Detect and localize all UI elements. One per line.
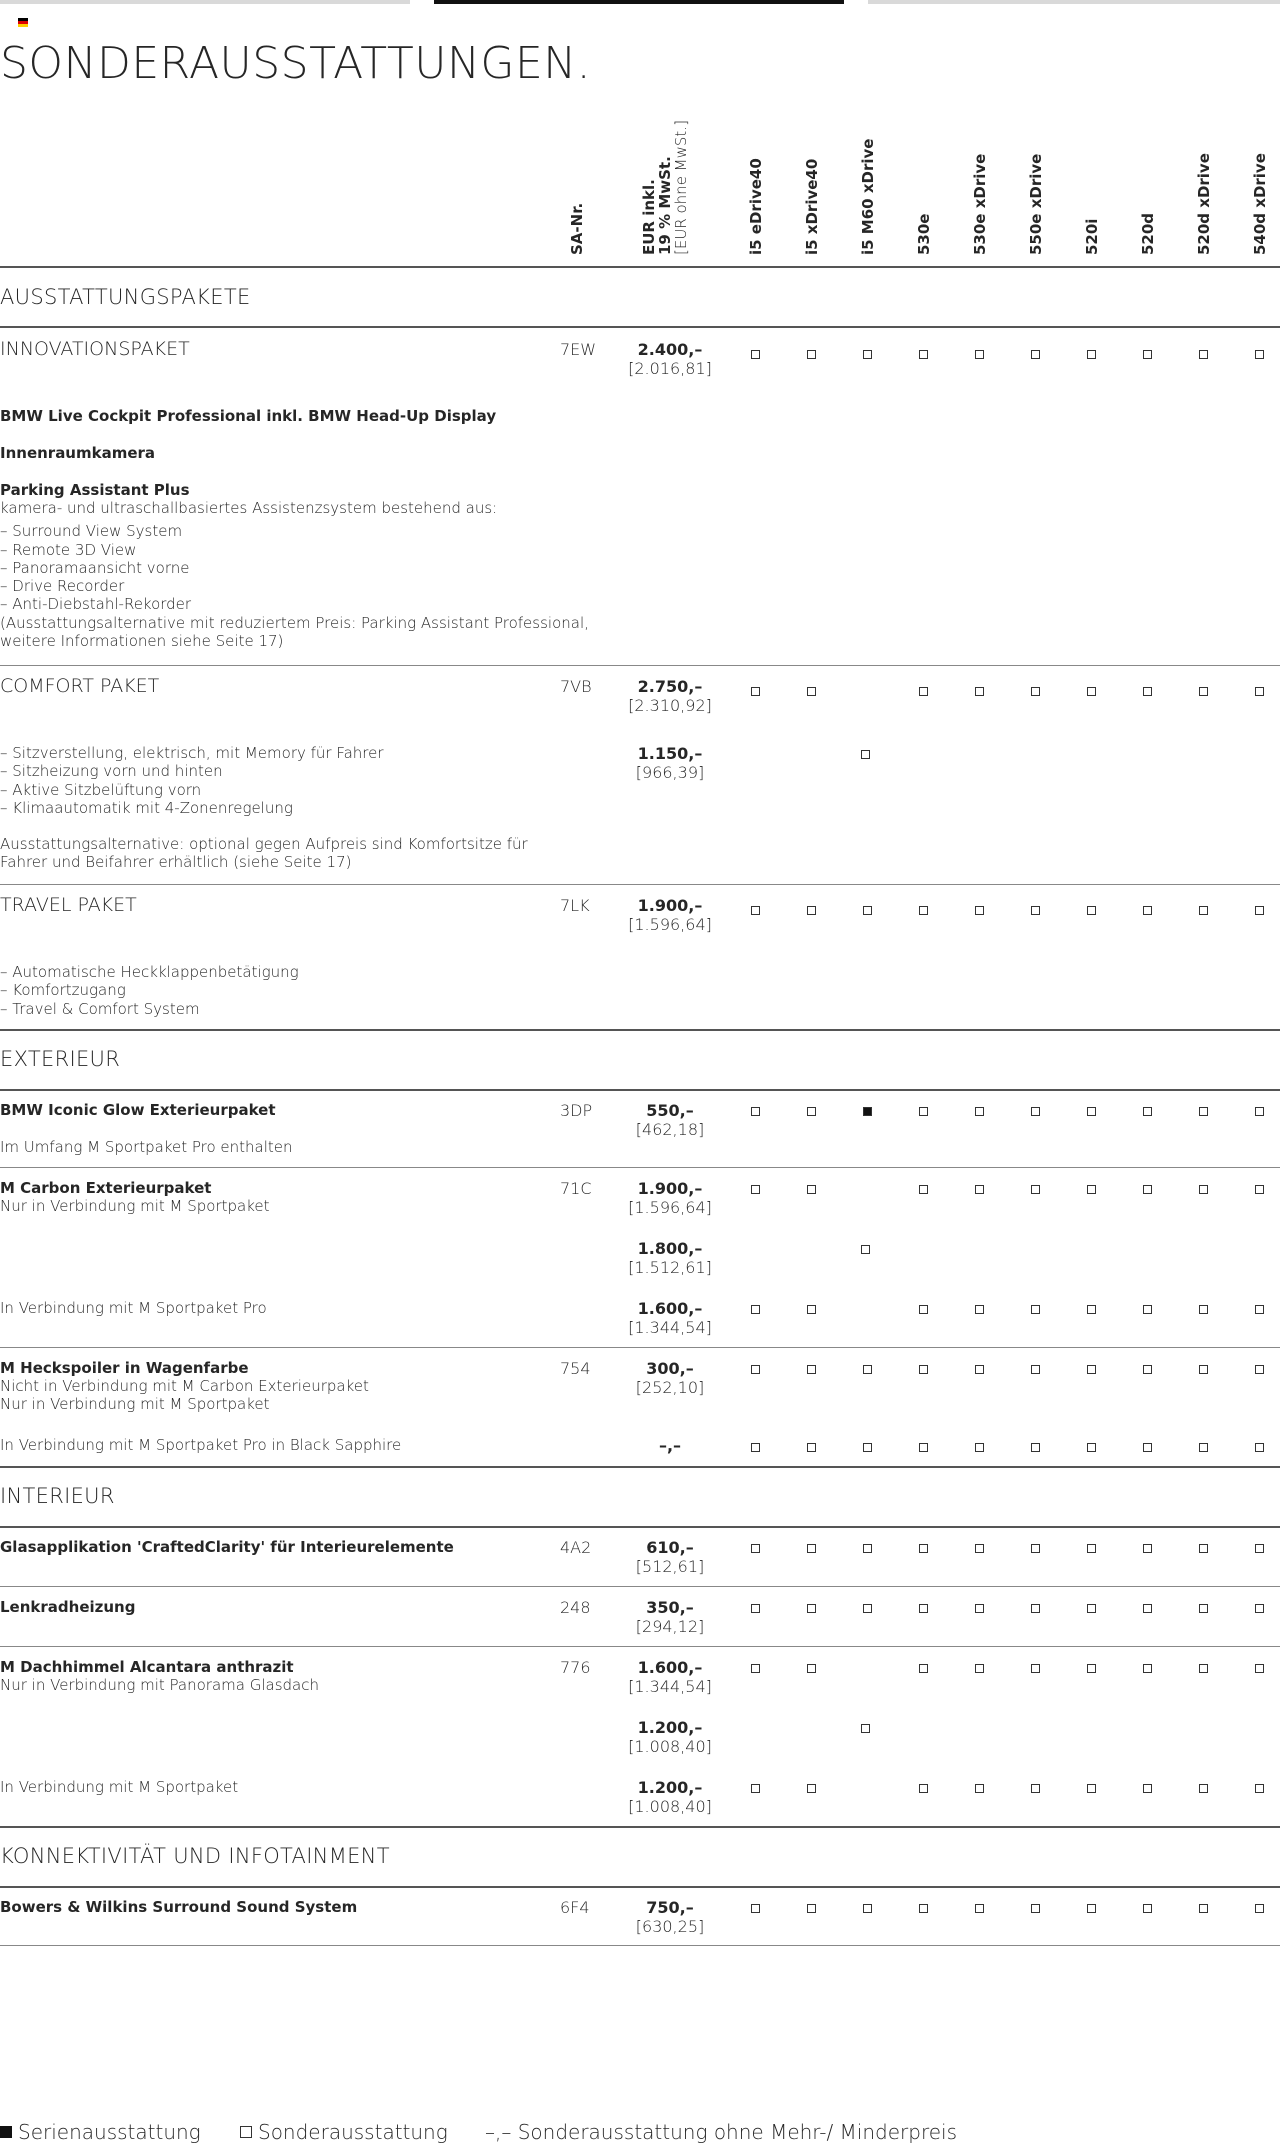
- price: 2.400,– [2.016,81]: [628, 340, 712, 378]
- row-name-comfort-paket: COMFORT PAKET: [0, 675, 160, 697]
- option-square: [1031, 350, 1040, 359]
- sa-number: 4A2: [560, 1538, 592, 1557]
- page-title: SONDERAUSSTATTUNGEN.: [0, 38, 592, 89]
- option-square: [975, 687, 984, 696]
- option-square: [863, 1443, 872, 1452]
- header-model: i5 xDrive40: [803, 158, 821, 255]
- option-square: [975, 1904, 984, 1913]
- option-square: [751, 1544, 760, 1553]
- option-square: [1255, 1784, 1264, 1793]
- option-square: [1199, 1107, 1208, 1116]
- header-model: 520i: [1083, 218, 1101, 255]
- option-square: [863, 1604, 872, 1613]
- option-square: [919, 906, 928, 915]
- option-square: [863, 906, 872, 915]
- option-square: [1031, 1664, 1040, 1673]
- header-sa-nr: SA-Nr.: [568, 202, 586, 255]
- option-square: [1255, 687, 1264, 696]
- price: 300,– [252,10]: [635, 1359, 705, 1397]
- option-square: [919, 1904, 928, 1913]
- row-name-travel-paket: TRAVEL PAKET: [0, 894, 137, 916]
- row-alt-label: In Verbindung mit M Sportpaket Pro: [0, 1299, 267, 1317]
- option-square: [1143, 1107, 1152, 1116]
- option-square: [807, 1544, 816, 1553]
- option-square: [1143, 1305, 1152, 1314]
- option-square: [1087, 1443, 1096, 1452]
- option-square: [1143, 906, 1152, 915]
- option-square: [1031, 1544, 1040, 1553]
- option-square: [919, 1107, 928, 1116]
- sa-number: 776: [560, 1658, 591, 1677]
- option-square-icon: [240, 2126, 252, 2138]
- option-square: [807, 1305, 816, 1314]
- legend-sonder: Sonderausstattung: [240, 2120, 448, 2144]
- header-model: 530e xDrive: [971, 153, 989, 255]
- option-square: [1143, 1365, 1152, 1374]
- option-square: [1031, 1305, 1040, 1314]
- option-square: [1031, 1107, 1040, 1116]
- row-rule: [0, 1347, 1280, 1348]
- option-square: [1255, 350, 1264, 359]
- sa-number: 248: [560, 1598, 591, 1617]
- detail-lines: kamera- und ultraschallbasiertes Assistenzsystem bestehend aus: – Surround View System – Remote 3D View – Panoramaansicht vorne – Drive Recorder – Anti-Diebstahl-Rekorder (Ausstattungsalternative mit reduziertem Preis: Parking Assistant Professional, weitere Informationen siehe Seite 17): [0, 499, 589, 651]
- option-square: [1143, 1904, 1152, 1913]
- option-square: [751, 1107, 760, 1116]
- price: 610,– [512,61]: [635, 1538, 705, 1576]
- option-square: [1087, 906, 1096, 915]
- option-square: [863, 1904, 872, 1913]
- price: 1.900,– [1.596,64]: [628, 1179, 712, 1217]
- section-rule: [0, 1886, 1280, 1888]
- option-square: [1031, 1904, 1040, 1913]
- option-square: [861, 1245, 870, 1254]
- option-square: [861, 1724, 870, 1733]
- option-square: [1087, 1604, 1096, 1613]
- option-square: [751, 687, 760, 696]
- option-square: [807, 1365, 816, 1374]
- option-square: [863, 1544, 872, 1553]
- option-square: [919, 1784, 928, 1793]
- option-square: [1199, 1784, 1208, 1793]
- header-model: 530e: [915, 213, 933, 255]
- detail-lines: – Sitzverstellung, elektrisch, mit Memory für Fahrer – Sitzheizung vorn und hinten – Aktive Sitzbelüftung vorn – Klimaautomatik mit 4-Zonenregelung Ausstattungsalternative: optional gegen Aufpreis sind Komfortsitze für Fahrer und Beifahrer erhältlich (siehe Seite 17): [0, 744, 528, 872]
- header-model: i5 eDrive40: [747, 158, 765, 255]
- option-square: [1143, 1185, 1152, 1194]
- option-square: [807, 1604, 816, 1613]
- option-square: [1031, 1604, 1040, 1613]
- option-square: [751, 1604, 760, 1613]
- legend-ohne: –,– Sonderausstattung ohne Mehr-/ Minderpreis: [485, 2120, 958, 2144]
- row-note: Nur in Verbindung mit Panorama Glasdach: [0, 1676, 319, 1694]
- header-model: i5 M60 xDrive: [859, 138, 877, 255]
- sa-number: 6F4: [560, 1898, 590, 1917]
- sa-number: 7LK: [560, 896, 590, 915]
- option-square: [807, 687, 816, 696]
- section-rule: [0, 326, 1280, 328]
- header-model: 520d: [1139, 212, 1157, 255]
- option-square: [975, 1305, 984, 1314]
- option-square: [975, 906, 984, 915]
- row-note: Nicht in Verbindung mit M Carbon Exterieurpaket Nur in Verbindung mit M Sportpaket: [0, 1377, 369, 1414]
- header-model: 550e xDrive: [1027, 153, 1045, 255]
- option-square: [1087, 1107, 1096, 1116]
- option-square: [1255, 1604, 1264, 1613]
- option-square: [807, 1185, 816, 1194]
- price-alt: 1.600,– [1.344,54]: [628, 1299, 712, 1337]
- price: 1.600,– [1.344,54]: [628, 1658, 712, 1696]
- option-square: [751, 350, 760, 359]
- sa-number: 7VB: [560, 677, 592, 696]
- option-square: [1087, 1664, 1096, 1673]
- section-title-konnektivitaet: KONNEKTIVITÄT UND INFOTAINMENT: [0, 1844, 390, 1868]
- option-square: [919, 1365, 928, 1374]
- section-title-ausstattungspakete: AUSSTATTUNGSPAKETE: [0, 285, 251, 309]
- option-square: [975, 1604, 984, 1613]
- option-square: [751, 1305, 760, 1314]
- option-square: [1255, 1443, 1264, 1452]
- option-square: [751, 1904, 760, 1913]
- option-square: [1087, 1904, 1096, 1913]
- option-square: [807, 350, 816, 359]
- row-alt-label: In Verbindung mit M Sportpaket: [0, 1778, 239, 1796]
- option-square: [1199, 1305, 1208, 1314]
- option-square: [861, 750, 870, 759]
- sa-number: 7EW: [560, 340, 597, 359]
- header-rule: [0, 266, 1280, 268]
- option-square: [807, 1784, 816, 1793]
- standard-square-icon: [0, 2126, 12, 2138]
- option-square: [919, 1604, 928, 1613]
- option-square: [807, 1443, 816, 1452]
- row-name-m-carbon: M Carbon Exterieurpaket: [0, 1179, 212, 1197]
- option-square: [975, 1664, 984, 1673]
- row-name-innovationspaket: INNOVATIONSPAKET: [0, 338, 190, 360]
- row-name-m-heckspoiler: M Heckspoiler in Wagenfarbe: [0, 1359, 249, 1377]
- option-square: [1087, 1365, 1096, 1374]
- option-square: [975, 1185, 984, 1194]
- detail-lines: – Automatische Heckklappenbetätigung – Komfortzugang – Travel & Comfort System: [0, 963, 299, 1018]
- option-square: [1143, 1604, 1152, 1613]
- price-alt: 1.200,– [1.008,40]: [628, 1778, 712, 1816]
- option-square: [807, 906, 816, 915]
- option-square: [751, 1185, 760, 1194]
- option-square: [1199, 687, 1208, 696]
- section-title-interieur: INTERIEUR: [0, 1484, 115, 1508]
- section-rule: [0, 1029, 1280, 1031]
- option-square: [1199, 906, 1208, 915]
- option-square: [1255, 1185, 1264, 1194]
- option-square: [1143, 1544, 1152, 1553]
- option-square: [807, 1664, 816, 1673]
- option-square: [919, 1185, 928, 1194]
- option-square: [1087, 1305, 1096, 1314]
- section-rule: [0, 1526, 1280, 1528]
- row-note: Nur in Verbindung mit M Sportpaket: [0, 1197, 270, 1215]
- option-square: [863, 350, 872, 359]
- option-square: [1087, 1185, 1096, 1194]
- price: 350,– [294,12]: [635, 1598, 705, 1636]
- option-square: [1143, 1784, 1152, 1793]
- option-square: [1031, 1365, 1040, 1374]
- option-square: [975, 1107, 984, 1116]
- option-square: [1199, 1664, 1208, 1673]
- header-model: 540d xDrive: [1251, 153, 1269, 255]
- option-square: [1255, 1305, 1264, 1314]
- sa-number: 754: [560, 1359, 591, 1378]
- option-square: [1255, 1904, 1264, 1913]
- section-title-exterieur: EXTERIEUR: [0, 1047, 121, 1071]
- option-square: [751, 1664, 760, 1673]
- option-square: [1255, 1664, 1264, 1673]
- price-m60: 1.150,– [966,39]: [635, 744, 705, 782]
- section-rule: [0, 1466, 1280, 1468]
- price: 550,– [462,18]: [635, 1101, 705, 1139]
- option-square: [975, 1365, 984, 1374]
- option-square: [1143, 1443, 1152, 1452]
- row-alt-label: In Verbindung mit M Sportpaket Pro in Black Sapphire: [0, 1436, 402, 1454]
- sa-number: 3DP: [560, 1101, 593, 1120]
- option-square: [1199, 1443, 1208, 1452]
- option-square: [751, 1443, 760, 1452]
- option-square: [1087, 1544, 1096, 1553]
- option-square: [1031, 1784, 1040, 1793]
- option-square: [975, 350, 984, 359]
- price: 2.750,– [2.310,92]: [628, 677, 712, 715]
- header-price: EUR inkl. 19 % MwSt. [EUR ohne MwSt.]: [640, 120, 690, 255]
- option-square: [1199, 1365, 1208, 1374]
- option-square: [975, 1443, 984, 1452]
- option-square: [1199, 1185, 1208, 1194]
- price-m60: 1.800,– [1.512,61]: [628, 1239, 712, 1277]
- header-model: 520d xDrive: [1195, 153, 1213, 255]
- price: 1.900,– [1.596,64]: [628, 896, 712, 934]
- row-rule: [0, 1945, 1280, 1946]
- option-square: [1031, 906, 1040, 915]
- legend-serien: Serienausstattung: [0, 2120, 201, 2144]
- option-square: [807, 1107, 816, 1116]
- option-square: [751, 1365, 760, 1374]
- option-square: [975, 1784, 984, 1793]
- row-rule: [0, 1586, 1280, 1587]
- row-name-m-dachhimmel: M Dachhimmel Alcantara anthrazit: [0, 1658, 294, 1676]
- option-square: [919, 1443, 928, 1452]
- option-square: [1143, 350, 1152, 359]
- detail-title: Innenraumkamera: [0, 444, 156, 462]
- option-square: [1255, 906, 1264, 915]
- sa-number: 71C: [560, 1179, 592, 1198]
- section-rule: [0, 1826, 1280, 1828]
- price-m60: 1.200,– [1.008,40]: [628, 1718, 712, 1756]
- option-square: [1143, 1664, 1152, 1673]
- row-name-lenkradheizung: Lenkradheizung: [0, 1598, 136, 1616]
- option-square: [807, 1904, 816, 1913]
- section-rule: [0, 1089, 1280, 1091]
- option-square: [1143, 687, 1152, 696]
- option-square: [975, 1544, 984, 1553]
- option-square: [1199, 350, 1208, 359]
- option-square: [919, 687, 928, 696]
- option-square: [1087, 1784, 1096, 1793]
- option-square: [919, 1664, 928, 1673]
- option-square: [751, 906, 760, 915]
- option-square: [751, 1784, 760, 1793]
- row-rule: [0, 884, 1280, 885]
- option-square: [1255, 1107, 1264, 1116]
- option-square: [1031, 687, 1040, 696]
- option-square: [1199, 1604, 1208, 1613]
- detail-title: Parking Assistant Plus: [0, 481, 190, 499]
- row-rule: [0, 665, 1280, 666]
- detail-title: BMW Live Cockpit Professional inkl. BMW Head-Up Display: [0, 407, 497, 425]
- option-square: [1087, 687, 1096, 696]
- row-name-bowers-wilkins: Bowers & Wilkins Surround Sound System: [0, 1898, 358, 1916]
- row-rule: [0, 1646, 1280, 1647]
- option-square: [1031, 1443, 1040, 1452]
- standard-square: [863, 1107, 872, 1116]
- option-square: [1087, 350, 1096, 359]
- option-square: [1199, 1904, 1208, 1913]
- price: 750,– [630,25]: [635, 1898, 705, 1936]
- row-name-glasapplikation: Glasapplikation 'CraftedClarity' für Interieurelemente: [0, 1538, 454, 1556]
- row-rule: [0, 1167, 1280, 1168]
- row-name-iconic-glow: BMW Iconic Glow Exterieurpaket: [0, 1101, 276, 1119]
- option-square: [1199, 1544, 1208, 1553]
- row-note: Im Umfang M Sportpaket Pro enthalten: [0, 1138, 293, 1156]
- option-square: [863, 1365, 872, 1374]
- option-square: [919, 1544, 928, 1553]
- option-square: [919, 350, 928, 359]
- price-alt: –,–: [658, 1436, 682, 1455]
- option-square: [1255, 1365, 1264, 1374]
- option-square: [1031, 1185, 1040, 1194]
- option-square: [919, 1305, 928, 1314]
- option-square: [1255, 1544, 1264, 1553]
